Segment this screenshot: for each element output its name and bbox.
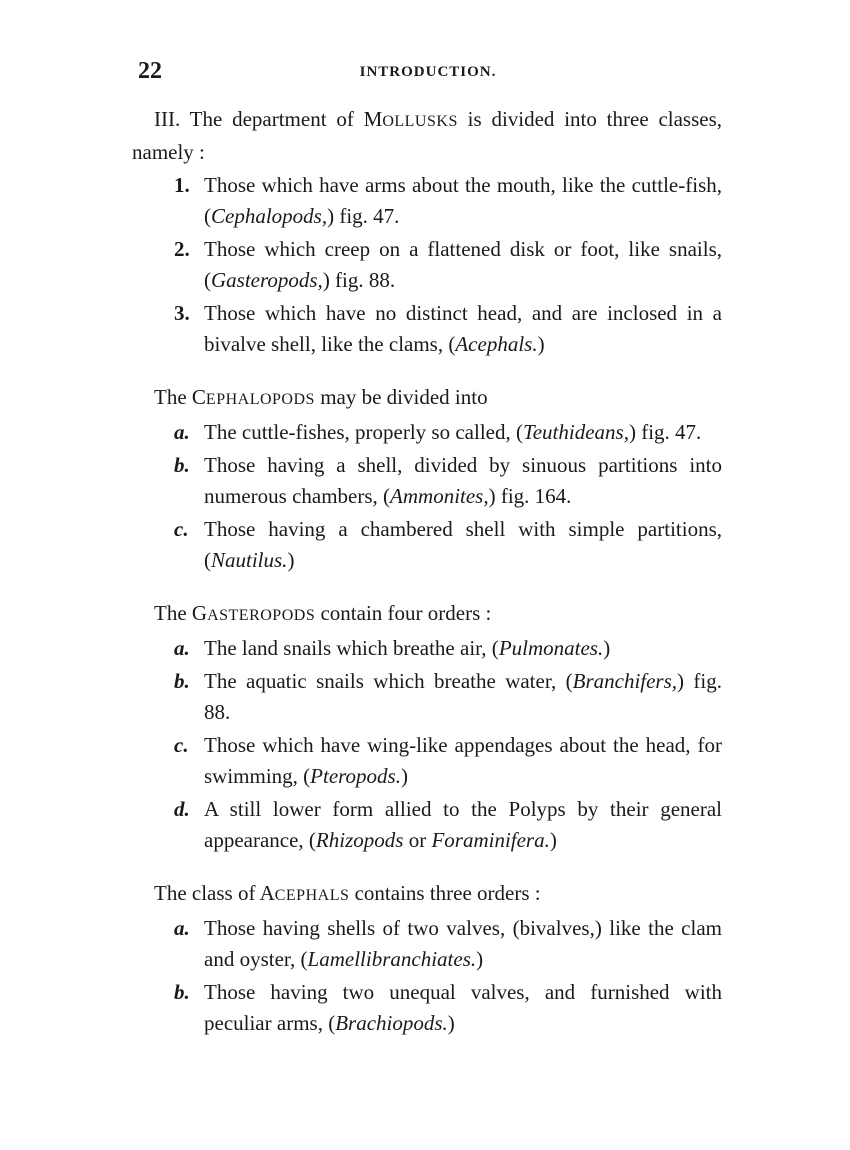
list-item: 1. Those which have arms about the mouth, like the cuttle-fish, (Cephalopods,) fig. 47.: [174, 173, 722, 228]
list-item: 3. Those which have no distinct head, and are inclosed in a bivalve shell, like the clams, (Acephals.): [174, 301, 722, 356]
section-iii-paragraph: III. The department of MOLLUSKS is divided into three classes, namely :: [132, 107, 723, 164]
cephalopods-intro: The CEPHALOPODS may be divided into: [154, 385, 488, 409]
list-item: b. Those having two unequal valves, and furnished with peculiar arms, (Brachiopods.): [174, 980, 722, 1035]
list-item: a. The cuttle-fishes, properly so called, (Teuthideans,) fig. 47.: [174, 420, 702, 444]
running-head: INTRODUCTION.: [359, 64, 497, 80]
page-header: [138, 58, 718, 88]
list-item: 2. Those which creep on a flattened disk or foot, like snails, (Gasteropods,) fig. 88.: [174, 237, 722, 292]
list-item: d. A still lower form allied to the Polyps by their general appearance, (Rhizopods or Foraminifera.): [174, 797, 722, 852]
list-item: c. Those having a chambered shell with simple partitions, (Nautilus.): [174, 517, 722, 572]
list-item: a. The land snails which breathe air, (Pulmonates.): [174, 636, 611, 660]
page-number: 22: [138, 58, 162, 84]
gasteropods-intro: The GASTEROPODS contain four orders :: [154, 601, 492, 625]
list-item: b. Those having a shell, divided by sinuous partitions into numerous chambers, (Ammonites,) fig. 164.: [174, 453, 722, 508]
list-item: c. Those which have wing-like appendages about the head, for swimming, (Pteropods.): [174, 733, 722, 788]
list-item: a. Those having shells of two valves, (bivalves,) like the clam and oyster, (Lamellibranchiates.): [174, 916, 722, 971]
list-item: b. The aquatic snails which breathe water, (Branchifers,) fig. 88.: [174, 669, 722, 724]
page-body: [132, 104, 722, 1039]
acephals-intro: The class of ACEPHALS contains three orders :: [154, 881, 541, 905]
